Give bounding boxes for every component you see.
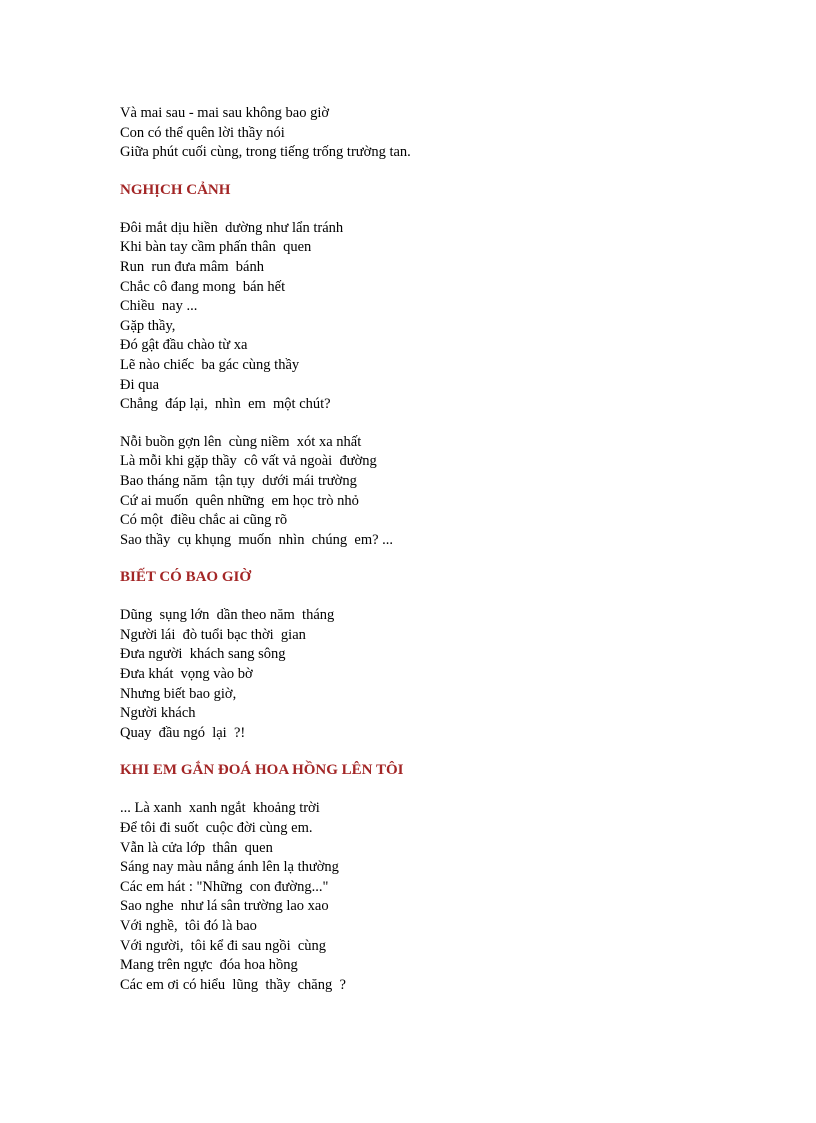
poem-nghich-canh — [120, 180, 760, 551]
poem-line: Chẳng đáp lại, nhìn em một chút? — [120, 396, 331, 413]
poem-khi-em-gan-doa-hoa-hong — [120, 760, 760, 995]
poem-line: Là mỗi khi gặp thầy cô vất vả ngoài đường — [120, 453, 377, 470]
poem-line: Các em hát : "Những con đường..." — [120, 878, 329, 895]
poem-line: Đó gật đầu chào từ xa — [120, 337, 248, 354]
poem-line: Với nghề, tôi đó là bao — [120, 918, 257, 934]
poem-biet-co-bao-gio — [120, 567, 760, 743]
poem-line: ... Là xanh xanh ngắt khoảng trời — [120, 800, 320, 817]
document-page — [120, 104, 760, 995]
poem-line: Sáng nay màu nắng ánh lên lạ thường — [120, 859, 339, 876]
poem-line: Cứ ai muốn quên những em học trò nhỏ — [120, 492, 359, 509]
poem-line: Sao thầy cụ khụng muốn nhìn chúng em? ... — [120, 531, 394, 548]
stanza — [120, 219, 760, 415]
poem-line: Người khách — [120, 705, 196, 722]
poem-line: Người lái đò tuổi bạc thời gian — [120, 626, 306, 643]
stanza — [120, 433, 760, 551]
poem-line: Đưa khát vọng vào bờ — [120, 666, 253, 683]
poem-line: Bao tháng năm tận tụy dưới mái trường — [120, 472, 357, 489]
poem-line: Con có thể quên lời thầy nói — [120, 124, 285, 141]
stanza — [120, 606, 760, 743]
poem-title: NGHỊCH CẢNH — [120, 181, 231, 198]
poem-line: Vẫn là cửa lớp thân quen — [120, 839, 273, 856]
poem-line: Nhưng biết bao giờ, — [120, 685, 237, 702]
poem-line: Để tôi đi suốt cuộc đời cùng em. — [120, 820, 313, 837]
poem-line: Gặp thầy, — [120, 317, 176, 334]
poem-line: Mang trên ngực đóa hoa hồng — [120, 957, 298, 974]
stanza-gap — [120, 415, 760, 433]
poem-line: Lẽ nào chiếc ba gác cùng thầy — [120, 356, 300, 373]
poem-line: Đưa người khách sang sông — [120, 646, 286, 663]
poem-line: Khi bàn tay cầm phấn thân quen — [120, 239, 312, 256]
poem-line: Với người, tôi kể đi sau ngồi cùng — [120, 937, 327, 954]
poem-title: KHI EM GẮN ĐOÁ HOA HỒNG LÊN TÔI — [120, 762, 404, 779]
poem-line: Chắc cô đang mong bán hết — [120, 278, 286, 295]
poem-line: Chiều nay ... — [120, 298, 198, 315]
poem-line: Giữa phút cuối cùng, trong tiếng trống trường tan. — [120, 144, 411, 161]
poem-line: Đôi mắt dịu hiền dường như lẩn tránh — [120, 219, 344, 236]
poem-line: Nỗi buồn gợn lên cùng niềm xót xa nhất — [120, 433, 362, 450]
poem-line: Run run đưa mâm bánh — [120, 258, 264, 275]
poem-line: Có một điều chắc ai cũng rõ — [120, 512, 288, 529]
poem-line: Quay đầu ngó lại ?! — [120, 724, 246, 741]
intro-stanza — [120, 104, 760, 163]
poem-line: Dũng sụng lớn dần theo năm tháng — [120, 607, 335, 624]
stanza — [120, 799, 760, 995]
poem-line: Đi qua — [120, 376, 160, 393]
poem-line: Các em ơi có hiểu lũng thầy chăng ? — [120, 976, 346, 993]
poem-line: Sao nghe như lá sân trường lao xao — [120, 898, 329, 915]
poem-line: Và mai sau - mai sau không bao giờ — [120, 105, 330, 121]
poem-title: BIẾT CÓ BAO GIỜ — [120, 569, 252, 586]
